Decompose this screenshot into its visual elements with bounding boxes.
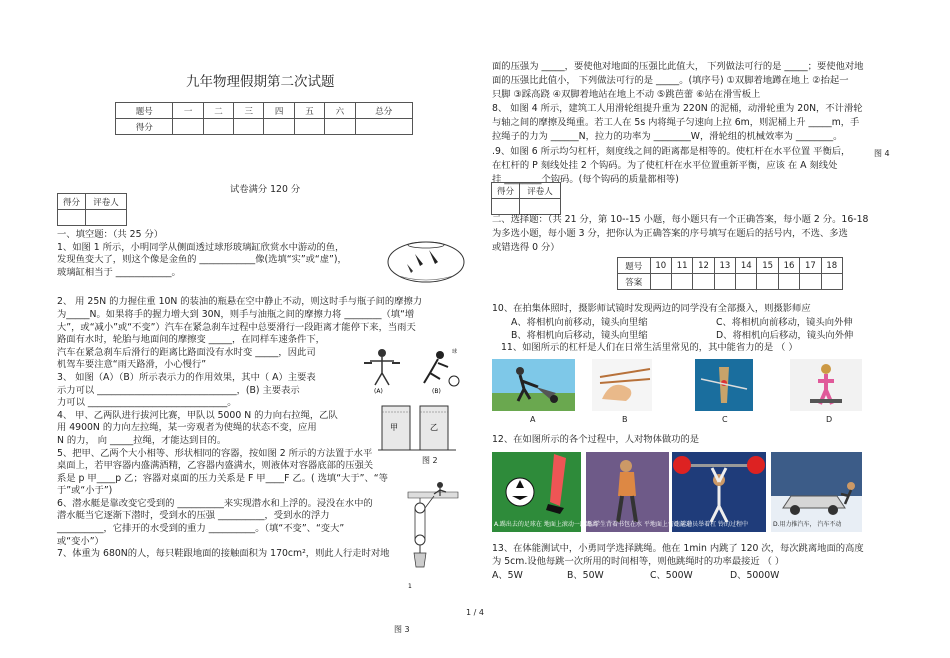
grader-score-cell[interactable] — [492, 199, 520, 215]
answer-cell[interactable] — [714, 274, 735, 290]
answer-header-cell: 11 — [671, 258, 692, 274]
text-line: __________，它排开的水受到的重力 __________。（填“不变”、“变大” — [57, 523, 345, 535]
score-table-row — [116, 119, 413, 135]
text-line: 发现鱼变大了，则这个像是金鱼的 ____________像(选填“实”或“虚”)， — [57, 254, 347, 266]
text-line: 或“变小”） — [57, 535, 104, 547]
question-10-option-a[interactable]: A、将相机向前移动，镜头向里缩 — [511, 317, 648, 328]
score-header-cell: 题号 — [116, 103, 173, 119]
grader-name-cell[interactable] — [519, 199, 560, 215]
text-line: 面的压强比此值小， 下列做法可行的是 _____。(填序号) ①双脚着地蹲在地上 ②抬起一 — [492, 75, 849, 87]
pulley-figure — [404, 478, 462, 594]
question-13-stem-2: 为 5cm.设他每跳一次所用的时间相等，则他跳绳时的功率最接近 （ ） — [492, 556, 785, 567]
container-jia-label: 甲 — [390, 423, 398, 432]
score-table-header-row — [116, 103, 413, 119]
score-header-cell: 五 — [294, 103, 324, 119]
text-line: 只脚 ③踩高跷 ④双脚着地站在地上不动 ⑤跳芭蕾 ⑥站在滑雪板上 — [492, 89, 761, 101]
score-header-cell: 三 — [234, 103, 264, 119]
text-line: 或错选得 0 分） — [492, 242, 560, 254]
score-table — [115, 102, 413, 135]
text-line: 挂 ________个钩码。(每个钩码的质量都相等) — [492, 173, 679, 185]
text-line: 一、填空题：（共 25 分） — [57, 229, 164, 240]
figure-b-label: (B) — [432, 388, 441, 395]
grader-name-label: 评卷人 — [519, 183, 560, 199]
text-line: 8、 如图 4 所示，建筑工人用滑轮组提升重为 220N 的泥桶，动滑轮重为 20N，不计滑轮 — [492, 103, 863, 115]
question-12-stem: 12、在如图所示的各个过程中，人对物体做功的是 — [492, 434, 700, 445]
q12-caption-d: D.用力推汽车， 汽车不动 — [773, 521, 842, 528]
text-line: 用 4900N 的力向左拉绳，某一旁观者为使绳的状态不变，应用 — [57, 422, 317, 434]
figure-a-label: (A) — [374, 388, 383, 395]
text-line: 玻璃缸相当于 ____________。 — [57, 266, 181, 278]
fishbowl-figure — [385, 236, 467, 284]
score-cell[interactable] — [325, 119, 355, 135]
grader-table — [57, 193, 127, 226]
q11-image-d — [790, 359, 862, 411]
question-13-option-d[interactable]: D、5000W — [730, 570, 780, 581]
answer-cell[interactable] — [821, 274, 842, 290]
grader-name-cell[interactable] — [85, 210, 126, 226]
text-line: 系是 p 甲____p 乙；容器对桌面的压力关系是 F 甲____F 乙。( 选填“大于”、“等 — [57, 472, 388, 484]
text-line: 为多选小题，每小题 3 分，把你认为正确答案的序号填写在题后的括号内，不选、多选 — [492, 228, 848, 240]
question-13-option-a[interactable]: A、5W — [492, 570, 523, 581]
question-13-option-b[interactable]: B、50W — [567, 570, 604, 581]
q11-label-b: B — [622, 415, 628, 424]
text-line: 桌面上，若甲容器内盛满酒精，乙容器内盛满水，则液体对容器底部的压强关 — [57, 460, 374, 472]
text-line: 汽车在紧急刹车后滑行的距离比路面没有水时变 _____，因此司 — [57, 346, 316, 358]
text-line: 拉绳子的力为 ______N，拉力的功率为 ________W，滑轮组的机械效率为 ________。 — [492, 131, 843, 143]
answer-header-cell: 17 — [800, 258, 821, 274]
score-header-cell: 总分 — [355, 103, 412, 119]
score-header-cell: 一 — [173, 103, 203, 119]
q12-caption-c: C.运动员举着杠 铃的过程中 — [674, 521, 749, 528]
score-cell[interactable] — [355, 119, 412, 135]
q11-image-c — [695, 359, 753, 411]
answer-cell[interactable] — [650, 274, 671, 290]
text-line: 7、体重为 680N的人，每只鞋跟地面的接触面积为 170cm²，则此人行走时对地 — [57, 548, 390, 560]
force-effect-figure — [360, 345, 470, 395]
answer-row-label: 答案 — [618, 274, 651, 290]
text-line: 潜水艇当它逐渐下潜时，受到水的压强 __________，受到水的浮力 — [57, 510, 330, 522]
q11-label-c: C — [722, 415, 728, 424]
right-top-column — [492, 61, 902, 186]
text-line: 为_____N。如果将手的握力增大到 30N，则手与油瓶之间的摩擦力将 ________（填“增 — [57, 308, 415, 320]
answer-header-cell: 12 — [693, 258, 714, 274]
grader-score-cell[interactable] — [58, 210, 86, 226]
text-line: 3、 如图（A）（B）所示表示力的作用效果，其中（ A）主要表 — [57, 371, 316, 383]
text-line: 5、把甲、乙两个大小相等、形状相同的容器，按如图 2 所示的方法置于水平 — [57, 447, 373, 459]
text-line: 面的压强为 _____，要使他对地面的压强比此值大， 下列做法可行的是 _____；要使他对地 — [492, 61, 864, 72]
grader-score-label: 得分 — [58, 194, 86, 210]
score-cell[interactable] — [173, 119, 203, 135]
text-line: 力可以 ______________________________。 — [57, 397, 237, 409]
question-10-option-b[interactable]: B、将相机向后移动，镜头向里缩 — [511, 330, 648, 341]
answer-header-cell: 14 — [736, 258, 757, 274]
text-line: 示力可以 ______________________________，(B) 主要表示 — [57, 384, 300, 396]
figure-2-label: 图 2 — [422, 456, 438, 465]
score-cell[interactable] — [234, 119, 264, 135]
exam-title: 九年物理假期第二次试题 — [186, 74, 335, 90]
answer-header-cell: 16 — [778, 258, 799, 274]
answer-cell[interactable] — [778, 274, 799, 290]
section-2-header — [492, 214, 902, 255]
question-13-stem-1: 13、在体能测试中，小勇同学选择跳绳。他在 1min 内跳了 120 次，每次跳离地面的高度 — [492, 543, 864, 554]
text-line: 二、选择题：（共 21 分，第 10--15 小题，每小题只有一个正确答案，每小题 2 分。16-18 — [492, 214, 869, 225]
full-score-note: 试卷满分 120 分 — [230, 184, 301, 195]
figure-3-label: 图 3 — [394, 625, 410, 634]
text-line: 在杠杆的 P 刻线处挂 2 个钩码。为了使杠杆在水平位置重新平衡，应该 在 A 刻线处 — [492, 159, 838, 171]
answer-header-cell: 13 — [714, 258, 735, 274]
container-yi-label: 乙 — [430, 423, 438, 432]
score-cell[interactable] — [203, 119, 233, 135]
text-line: 1、如图 1 所示，小明同学从侧面透过球形玻璃缸欣赏水中游动的鱼， — [57, 241, 345, 253]
text-line: N 的力， 向 _____拉绳，才能达到目的。 — [57, 434, 227, 446]
q12-caption-b: B.学生背着书包在水 平地面上匀速前进 — [588, 521, 692, 528]
answer-cell[interactable] — [693, 274, 714, 290]
score-cell[interactable] — [294, 119, 324, 135]
text-line: 大”，或“减小”或“不变”）汽车在紧急刹车过程中总要滑行一段距离才能停下来，当雨天 — [57, 321, 416, 333]
q11-image-a — [492, 359, 575, 411]
answer-cell[interactable] — [736, 274, 757, 290]
q11-label-d: D — [826, 415, 833, 424]
grader-score-label: 得分 — [492, 183, 520, 199]
text-line: 路面有水时，轮胎与地面间的摩擦变 _____，在同样车速条件下， — [57, 334, 325, 346]
score-cell[interactable] — [264, 119, 294, 135]
score-header-cell: 四 — [264, 103, 294, 119]
text-line: 6、潜水艇是靠改变它受到的 __________来实现潜水和上浮的。浸没在水中的 — [57, 497, 373, 509]
q11-label-a: A — [530, 415, 536, 424]
q11-image-b — [592, 359, 652, 411]
answer-header-cell: 10 — [650, 258, 671, 274]
answer-cell[interactable] — [671, 274, 692, 290]
answer-table — [617, 257, 843, 290]
text-line: 与轴之间的摩擦及绳重。若工人在 5s 内将绳子匀速向上拉 6m，则泥桶上升 _____m，手 — [492, 117, 860, 129]
text-line: 2、 用 25N 的力握住重 10N 的装油的瓶悬在空中静止不动，则这时手与瓶子间的摩擦力 — [57, 296, 423, 308]
question-13-option-c[interactable]: C、500W — [650, 570, 693, 581]
answer-header-cell: 题号 — [618, 258, 651, 274]
answer-header-cell: 18 — [821, 258, 842, 274]
score-row-label: 得分 — [116, 119, 173, 135]
figure-3-num: 1 — [408, 583, 412, 590]
question-10-stem: 10、在拍集体照时，摄影师试镜时发现两边的同学没有全部摄入，则摄影师应 — [492, 303, 811, 314]
text-line: .9、如图 6 所示均匀杠杆，刻度线之间的距离都是相等的。使杠杆在水平位置 平衡后， — [492, 145, 851, 157]
text-line: 于”或“小于”) — [57, 485, 113, 497]
figure-4-label: 图 4 — [874, 149, 890, 158]
answer-cell[interactable] — [800, 274, 821, 290]
containers-figure — [378, 400, 458, 456]
text-line — [57, 279, 407, 296]
grader-name-label: 评卷人 — [85, 194, 126, 210]
question-10-option-c[interactable]: C、将相机向前移动，镜头向外伸 — [716, 317, 853, 328]
q12-caption-a: A.踢出去的足球在 地面上滚动一段距离 — [494, 521, 598, 528]
text-line: 机驾车要注意“雨天路滑，小心慢行” — [57, 359, 207, 371]
score-header-cell: 六 — [325, 103, 355, 119]
left-column — [57, 229, 423, 561]
grader-table-2 — [491, 182, 561, 215]
svg-text:球: 球 — [452, 349, 458, 355]
question-11-stem: 11、如图所示的杠杆是人们在日常生活里常见的，其中能省力的是 （ ） — [501, 342, 798, 353]
page-number: 1 / 4 — [466, 608, 484, 617]
question-10-option-d[interactable]: D、将相机向后移动，镜头向外伸 — [716, 330, 854, 341]
text-line: 4、 甲、乙两队进行拔河比赛，甲队以 5000 N 的力向右拉绳，乙队 — [57, 409, 338, 421]
score-header-cell: 二 — [203, 103, 233, 119]
answer-header-cell: 15 — [757, 258, 778, 274]
answer-cell[interactable] — [757, 274, 778, 290]
